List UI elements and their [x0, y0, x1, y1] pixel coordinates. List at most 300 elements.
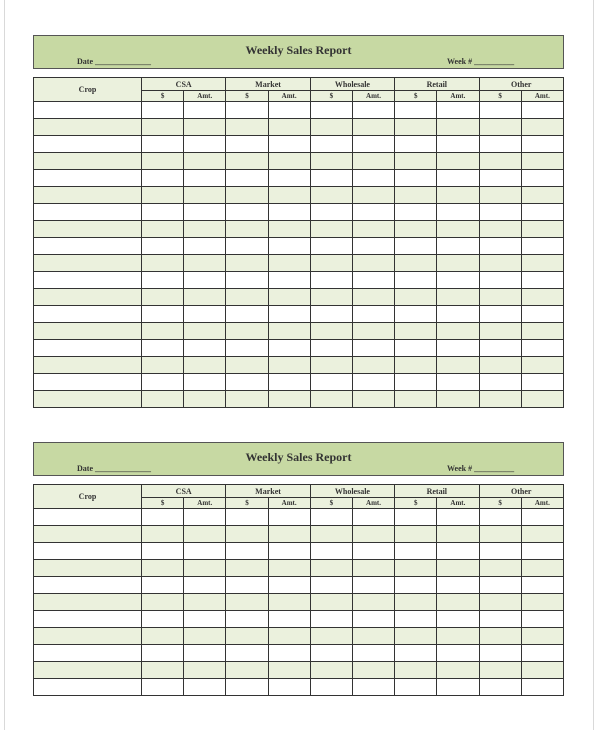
entry-cell[interactable] — [352, 340, 394, 357]
entry-cell[interactable] — [437, 645, 479, 662]
entry-cell[interactable] — [395, 255, 437, 272]
entry-cell[interactable] — [479, 628, 521, 645]
entry-cell[interactable] — [352, 289, 394, 306]
entry-cell[interactable] — [268, 170, 310, 187]
entry-cell[interactable] — [142, 136, 184, 153]
entry-cell[interactable] — [310, 526, 352, 543]
crop-cell[interactable] — [34, 611, 142, 628]
entry-cell[interactable] — [352, 391, 394, 408]
entry-cell[interactable] — [310, 238, 352, 255]
entry-cell[interactable] — [479, 374, 521, 391]
entry-cell[interactable] — [437, 526, 479, 543]
entry-cell[interactable] — [395, 374, 437, 391]
entry-cell[interactable] — [184, 272, 226, 289]
entry-cell[interactable] — [521, 323, 563, 340]
entry-cell[interactable] — [184, 543, 226, 560]
entry-cell[interactable] — [521, 272, 563, 289]
crop-cell[interactable] — [34, 289, 142, 306]
entry-cell[interactable] — [184, 204, 226, 221]
entry-cell[interactable] — [310, 323, 352, 340]
entry-cell[interactable] — [437, 577, 479, 594]
entry-cell[interactable] — [184, 153, 226, 170]
entry-cell[interactable] — [310, 136, 352, 153]
entry-cell[interactable] — [184, 577, 226, 594]
entry-cell[interactable] — [310, 255, 352, 272]
entry-cell[interactable] — [268, 628, 310, 645]
entry-cell[interactable] — [521, 238, 563, 255]
entry-cell[interactable] — [395, 238, 437, 255]
entry-cell[interactable] — [521, 102, 563, 119]
entry-cell[interactable] — [437, 221, 479, 238]
entry-cell[interactable] — [437, 119, 479, 136]
entry-cell[interactable] — [226, 526, 268, 543]
entry-cell[interactable] — [479, 238, 521, 255]
entry-cell[interactable] — [184, 662, 226, 679]
entry-cell[interactable] — [479, 136, 521, 153]
crop-cell[interactable] — [34, 136, 142, 153]
crop-cell[interactable] — [34, 255, 142, 272]
crop-cell[interactable] — [34, 357, 142, 374]
entry-cell[interactable] — [352, 153, 394, 170]
entry-cell[interactable] — [226, 374, 268, 391]
entry-cell[interactable] — [395, 323, 437, 340]
entry-cell[interactable] — [226, 170, 268, 187]
entry-cell[interactable] — [352, 170, 394, 187]
entry-cell[interactable] — [226, 357, 268, 374]
entry-cell[interactable] — [395, 102, 437, 119]
entry-cell[interactable] — [521, 289, 563, 306]
entry-cell[interactable] — [395, 136, 437, 153]
entry-cell[interactable] — [352, 645, 394, 662]
entry-cell[interactable] — [352, 543, 394, 560]
entry-cell[interactable] — [268, 391, 310, 408]
entry-cell[interactable] — [268, 119, 310, 136]
entry-cell[interactable] — [395, 543, 437, 560]
entry-cell[interactable] — [142, 102, 184, 119]
entry-cell[interactable] — [226, 289, 268, 306]
entry-cell[interactable] — [310, 577, 352, 594]
entry-cell[interactable] — [226, 679, 268, 696]
crop-cell[interactable] — [34, 374, 142, 391]
entry-cell[interactable] — [352, 204, 394, 221]
entry-cell[interactable] — [142, 509, 184, 526]
entry-cell[interactable] — [437, 102, 479, 119]
crop-cell[interactable] — [34, 662, 142, 679]
entry-cell[interactable] — [226, 645, 268, 662]
entry-cell[interactable] — [521, 374, 563, 391]
entry-cell[interactable] — [395, 391, 437, 408]
entry-cell[interactable] — [184, 560, 226, 577]
entry-cell[interactable] — [268, 204, 310, 221]
entry-cell[interactable] — [437, 238, 479, 255]
entry-cell[interactable] — [521, 611, 563, 628]
entry-cell[interactable] — [268, 594, 310, 611]
entry-cell[interactable] — [395, 594, 437, 611]
entry-cell[interactable] — [226, 594, 268, 611]
entry-cell[interactable] — [184, 391, 226, 408]
entry-cell[interactable] — [310, 560, 352, 577]
entry-cell[interactable] — [184, 340, 226, 357]
entry-cell[interactable] — [437, 543, 479, 560]
entry-cell[interactable] — [310, 391, 352, 408]
entry-cell[interactable] — [521, 594, 563, 611]
entry-cell[interactable] — [479, 340, 521, 357]
entry-cell[interactable] — [268, 238, 310, 255]
entry-cell[interactable] — [521, 136, 563, 153]
entry-cell[interactable] — [395, 119, 437, 136]
entry-cell[interactable] — [226, 187, 268, 204]
entry-cell[interactable] — [184, 357, 226, 374]
entry-cell[interactable] — [268, 102, 310, 119]
entry-cell[interactable] — [521, 170, 563, 187]
crop-cell[interactable] — [34, 628, 142, 645]
entry-cell[interactable] — [352, 577, 394, 594]
entry-cell[interactable] — [395, 560, 437, 577]
report-1-week-field[interactable]: Week # __________ — [447, 57, 515, 66]
entry-cell[interactable] — [268, 662, 310, 679]
crop-cell[interactable] — [34, 238, 142, 255]
entry-cell[interactable] — [310, 611, 352, 628]
entry-cell[interactable] — [352, 221, 394, 238]
entry-cell[interactable] — [479, 543, 521, 560]
entry-cell[interactable] — [226, 560, 268, 577]
entry-cell[interactable] — [226, 136, 268, 153]
entry-cell[interactable] — [310, 306, 352, 323]
entry-cell[interactable] — [226, 221, 268, 238]
entry-cell[interactable] — [226, 204, 268, 221]
entry-cell[interactable] — [479, 662, 521, 679]
entry-cell[interactable] — [184, 136, 226, 153]
entry-cell[interactable] — [142, 611, 184, 628]
entry-cell[interactable] — [521, 204, 563, 221]
entry-cell[interactable] — [226, 255, 268, 272]
entry-cell[interactable] — [142, 272, 184, 289]
entry-cell[interactable] — [395, 272, 437, 289]
entry-cell[interactable] — [268, 272, 310, 289]
entry-cell[interactable] — [479, 289, 521, 306]
entry-cell[interactable] — [352, 272, 394, 289]
entry-cell[interactable] — [184, 306, 226, 323]
entry-cell[interactable] — [310, 594, 352, 611]
crop-cell[interactable] — [34, 645, 142, 662]
crop-cell[interactable] — [34, 526, 142, 543]
entry-cell[interactable] — [226, 611, 268, 628]
entry-cell[interactable] — [352, 119, 394, 136]
entry-cell[interactable] — [184, 289, 226, 306]
entry-cell[interactable] — [479, 119, 521, 136]
entry-cell[interactable] — [479, 153, 521, 170]
entry-cell[interactable] — [479, 679, 521, 696]
entry-cell[interactable] — [479, 204, 521, 221]
entry-cell[interactable] — [437, 374, 479, 391]
entry-cell[interactable] — [226, 238, 268, 255]
entry-cell[interactable] — [142, 340, 184, 357]
entry-cell[interactable] — [268, 357, 310, 374]
entry-cell[interactable] — [142, 221, 184, 238]
entry-cell[interactable] — [395, 662, 437, 679]
entry-cell[interactable] — [395, 306, 437, 323]
entry-cell[interactable] — [395, 611, 437, 628]
entry-cell[interactable] — [352, 323, 394, 340]
entry-cell[interactable] — [395, 153, 437, 170]
entry-cell[interactable] — [226, 543, 268, 560]
entry-cell[interactable] — [479, 306, 521, 323]
entry-cell[interactable] — [352, 526, 394, 543]
crop-cell[interactable] — [34, 543, 142, 560]
entry-cell[interactable] — [268, 136, 310, 153]
entry-cell[interactable] — [268, 543, 310, 560]
entry-cell[interactable] — [184, 628, 226, 645]
entry-cell[interactable] — [352, 662, 394, 679]
entry-cell[interactable] — [352, 594, 394, 611]
entry-cell[interactable] — [395, 289, 437, 306]
entry-cell[interactable] — [479, 272, 521, 289]
entry-cell[interactable] — [521, 560, 563, 577]
entry-cell[interactable] — [142, 662, 184, 679]
entry-cell[interactable] — [352, 628, 394, 645]
crop-cell[interactable] — [34, 340, 142, 357]
entry-cell[interactable] — [437, 323, 479, 340]
entry-cell[interactable] — [352, 374, 394, 391]
entry-cell[interactable] — [268, 323, 310, 340]
entry-cell[interactable] — [521, 543, 563, 560]
entry-cell[interactable] — [479, 357, 521, 374]
entry-cell[interactable] — [142, 306, 184, 323]
entry-cell[interactable] — [521, 255, 563, 272]
entry-cell[interactable] — [268, 509, 310, 526]
entry-cell[interactable] — [142, 560, 184, 577]
crop-cell[interactable] — [34, 391, 142, 408]
entry-cell[interactable] — [142, 323, 184, 340]
entry-cell[interactable] — [437, 272, 479, 289]
entry-cell[interactable] — [310, 204, 352, 221]
entry-cell[interactable] — [437, 594, 479, 611]
crop-cell[interactable] — [34, 187, 142, 204]
entry-cell[interactable] — [226, 102, 268, 119]
entry-cell[interactable] — [310, 679, 352, 696]
entry-cell[interactable] — [395, 221, 437, 238]
crop-cell[interactable] — [34, 272, 142, 289]
entry-cell[interactable] — [437, 679, 479, 696]
entry-cell[interactable] — [142, 594, 184, 611]
entry-cell[interactable] — [310, 221, 352, 238]
entry-cell[interactable] — [437, 509, 479, 526]
entry-cell[interactable] — [479, 323, 521, 340]
entry-cell[interactable] — [479, 102, 521, 119]
entry-cell[interactable] — [521, 153, 563, 170]
entry-cell[interactable] — [437, 204, 479, 221]
entry-cell[interactable] — [352, 255, 394, 272]
entry-cell[interactable] — [352, 238, 394, 255]
crop-cell[interactable] — [34, 306, 142, 323]
entry-cell[interactable] — [268, 374, 310, 391]
entry-cell[interactable] — [268, 221, 310, 238]
entry-cell[interactable] — [268, 526, 310, 543]
entry-cell[interactable] — [142, 628, 184, 645]
entry-cell[interactable] — [395, 645, 437, 662]
entry-cell[interactable] — [184, 374, 226, 391]
entry-cell[interactable] — [226, 509, 268, 526]
entry-cell[interactable] — [184, 679, 226, 696]
entry-cell[interactable] — [142, 238, 184, 255]
entry-cell[interactable] — [310, 645, 352, 662]
entry-cell[interactable] — [142, 374, 184, 391]
entry-cell[interactable] — [184, 645, 226, 662]
entry-cell[interactable] — [437, 628, 479, 645]
crop-cell[interactable] — [34, 170, 142, 187]
entry-cell[interactable] — [310, 119, 352, 136]
entry-cell[interactable] — [310, 628, 352, 645]
entry-cell[interactable] — [226, 662, 268, 679]
entry-cell[interactable] — [226, 628, 268, 645]
entry-cell[interactable] — [184, 221, 226, 238]
entry-cell[interactable] — [226, 306, 268, 323]
entry-cell[interactable] — [521, 340, 563, 357]
entry-cell[interactable] — [310, 187, 352, 204]
entry-cell[interactable] — [437, 662, 479, 679]
entry-cell[interactable] — [226, 119, 268, 136]
entry-cell[interactable] — [142, 204, 184, 221]
entry-cell[interactable] — [437, 187, 479, 204]
entry-cell[interactable] — [521, 306, 563, 323]
entry-cell[interactable] — [310, 170, 352, 187]
entry-cell[interactable] — [142, 391, 184, 408]
entry-cell[interactable] — [142, 255, 184, 272]
entry-cell[interactable] — [437, 560, 479, 577]
report-2-date-field[interactable]: Date ______________ — [77, 464, 151, 473]
entry-cell[interactable] — [142, 119, 184, 136]
entry-cell[interactable] — [184, 323, 226, 340]
entry-cell[interactable] — [479, 170, 521, 187]
entry-cell[interactable] — [395, 340, 437, 357]
crop-cell[interactable] — [34, 509, 142, 526]
entry-cell[interactable] — [142, 289, 184, 306]
entry-cell[interactable] — [437, 391, 479, 408]
entry-cell[interactable] — [184, 187, 226, 204]
entry-cell[interactable] — [268, 153, 310, 170]
entry-cell[interactable] — [226, 391, 268, 408]
entry-cell[interactable] — [437, 255, 479, 272]
entry-cell[interactable] — [479, 611, 521, 628]
entry-cell[interactable] — [479, 594, 521, 611]
entry-cell[interactable] — [184, 255, 226, 272]
entry-cell[interactable] — [521, 509, 563, 526]
entry-cell[interactable] — [352, 306, 394, 323]
entry-cell[interactable] — [395, 204, 437, 221]
entry-cell[interactable] — [310, 340, 352, 357]
entry-cell[interactable] — [226, 272, 268, 289]
entry-cell[interactable] — [268, 187, 310, 204]
entry-cell[interactable] — [395, 526, 437, 543]
entry-cell[interactable] — [268, 577, 310, 594]
entry-cell[interactable] — [437, 357, 479, 374]
entry-cell[interactable] — [184, 102, 226, 119]
entry-cell[interactable] — [310, 153, 352, 170]
entry-cell[interactable] — [310, 272, 352, 289]
entry-cell[interactable] — [142, 170, 184, 187]
entry-cell[interactable] — [479, 509, 521, 526]
entry-cell[interactable] — [352, 102, 394, 119]
entry-cell[interactable] — [310, 662, 352, 679]
crop-cell[interactable] — [34, 560, 142, 577]
crop-cell[interactable] — [34, 679, 142, 696]
crop-cell[interactable] — [34, 594, 142, 611]
entry-cell[interactable] — [521, 662, 563, 679]
entry-cell[interactable] — [310, 374, 352, 391]
entry-cell[interactable] — [437, 136, 479, 153]
entry-cell[interactable] — [521, 357, 563, 374]
entry-cell[interactable] — [395, 679, 437, 696]
entry-cell[interactable] — [268, 255, 310, 272]
entry-cell[interactable] — [352, 679, 394, 696]
entry-cell[interactable] — [310, 357, 352, 374]
entry-cell[interactable] — [184, 170, 226, 187]
entry-cell[interactable] — [437, 170, 479, 187]
entry-cell[interactable] — [142, 645, 184, 662]
entry-cell[interactable] — [310, 102, 352, 119]
crop-cell[interactable] — [34, 102, 142, 119]
entry-cell[interactable] — [226, 340, 268, 357]
entry-cell[interactable] — [352, 509, 394, 526]
crop-cell[interactable] — [34, 323, 142, 340]
entry-cell[interactable] — [184, 526, 226, 543]
entry-cell[interactable] — [184, 238, 226, 255]
entry-cell[interactable] — [479, 221, 521, 238]
entry-cell[interactable] — [479, 526, 521, 543]
entry-cell[interactable] — [521, 187, 563, 204]
entry-cell[interactable] — [226, 577, 268, 594]
entry-cell[interactable] — [268, 289, 310, 306]
report-2-week-field[interactable]: Week # __________ — [447, 464, 515, 473]
entry-cell[interactable] — [310, 289, 352, 306]
entry-cell[interactable] — [479, 645, 521, 662]
entry-cell[interactable] — [521, 221, 563, 238]
entry-cell[interactable] — [395, 509, 437, 526]
entry-cell[interactable] — [142, 679, 184, 696]
entry-cell[interactable] — [479, 255, 521, 272]
report-1-date-field[interactable]: Date ______________ — [77, 57, 151, 66]
entry-cell[interactable] — [184, 594, 226, 611]
entry-cell[interactable] — [479, 391, 521, 408]
entry-cell[interactable] — [437, 306, 479, 323]
entry-cell[interactable] — [268, 645, 310, 662]
entry-cell[interactable] — [226, 153, 268, 170]
entry-cell[interactable] — [395, 187, 437, 204]
entry-cell[interactable] — [352, 611, 394, 628]
entry-cell[interactable] — [142, 543, 184, 560]
entry-cell[interactable] — [268, 306, 310, 323]
entry-cell[interactable] — [437, 153, 479, 170]
crop-cell[interactable] — [34, 153, 142, 170]
crop-cell[interactable] — [34, 204, 142, 221]
entry-cell[interactable] — [479, 187, 521, 204]
entry-cell[interactable] — [142, 357, 184, 374]
entry-cell[interactable] — [395, 628, 437, 645]
crop-cell[interactable] — [34, 221, 142, 238]
entry-cell[interactable] — [395, 170, 437, 187]
entry-cell[interactable] — [521, 577, 563, 594]
entry-cell[interactable] — [268, 560, 310, 577]
entry-cell[interactable] — [142, 187, 184, 204]
entry-cell[interactable] — [184, 119, 226, 136]
entry-cell[interactable] — [142, 153, 184, 170]
entry-cell[interactable] — [352, 136, 394, 153]
crop-cell[interactable] — [34, 119, 142, 136]
entry-cell[interactable] — [521, 391, 563, 408]
entry-cell[interactable] — [521, 119, 563, 136]
entry-cell[interactable] — [479, 577, 521, 594]
entry-cell[interactable] — [310, 509, 352, 526]
